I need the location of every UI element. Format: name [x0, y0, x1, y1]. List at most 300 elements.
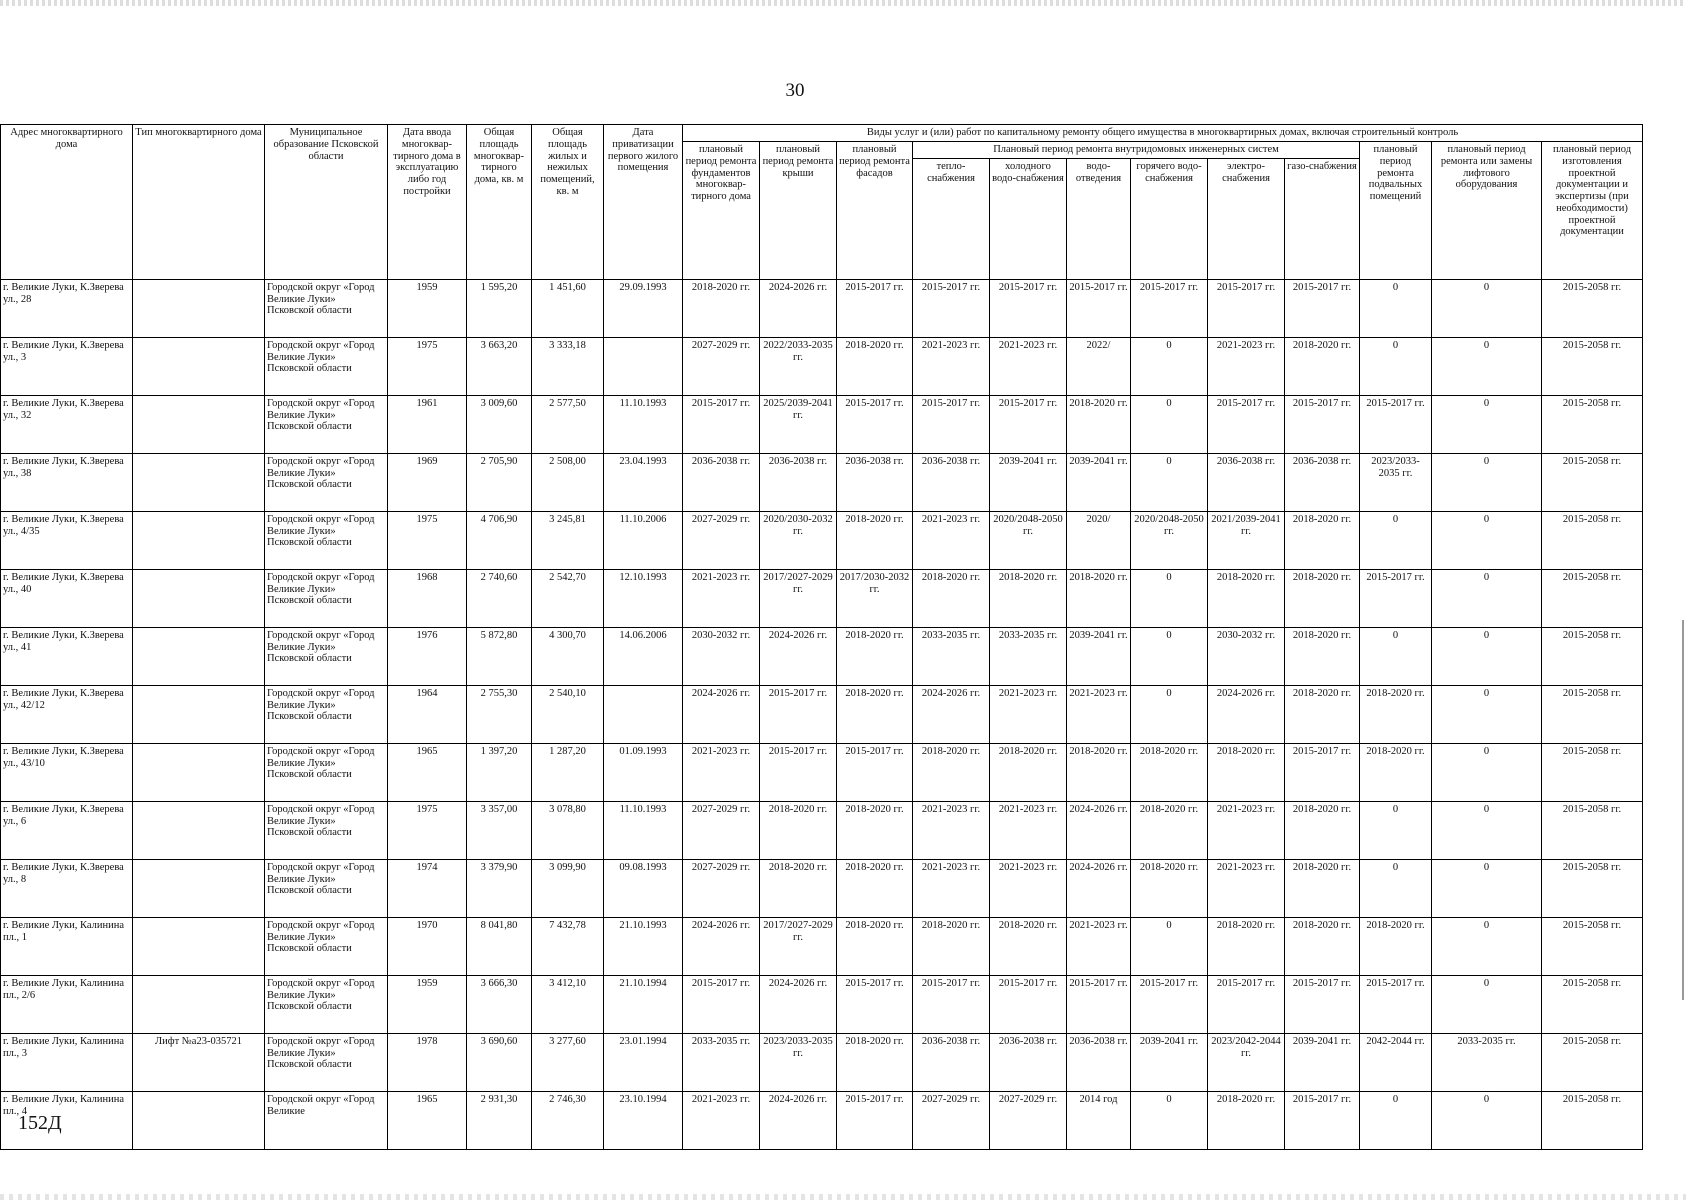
cell-municipality: Городской округ «Город Великие Луки» Псковской области	[265, 627, 388, 685]
header-systems-group: Плановый период ремонта внутридомовых инженерных систем	[913, 142, 1360, 159]
cell-address: г. Великие Луки, Калинина пл., 1	[1, 917, 133, 975]
cell-basement: 0	[1360, 859, 1432, 917]
cell-sewer: 2021-2023 гг.	[1067, 917, 1131, 975]
cell-year: 1959	[388, 279, 467, 337]
table-row	[1, 569, 1643, 627]
cell-heat: 2033-2035 гг.	[913, 627, 990, 685]
cell-living-area: 3 099,90	[532, 859, 604, 917]
cell-basement: 0	[1360, 801, 1432, 859]
cell-year: 1974	[388, 859, 467, 917]
cell-heat: 2021-2023 гг.	[913, 801, 990, 859]
cell-elevator: 0	[1432, 279, 1542, 337]
cell-gas: 2018-2020 гг.	[1285, 801, 1360, 859]
cell-design: 2015-2058 гг.	[1542, 337, 1643, 395]
cell-cold-water: 2015-2017 гг.	[990, 395, 1067, 453]
cell-living-area: 1 287,20	[532, 743, 604, 801]
cell-design: 2015-2058 гг.	[1542, 685, 1643, 743]
cell-basement: 0	[1360, 279, 1432, 337]
header-type: Тип многоквартирного дома	[133, 125, 265, 280]
cell-gas: 2018-2020 гг.	[1285, 627, 1360, 685]
cell-municipality: Городской округ «Город Великие Луки» Псковской области	[265, 511, 388, 569]
cell-total-area: 5 872,80	[467, 627, 532, 685]
cell-electric: 2018-2020 гг.	[1208, 917, 1285, 975]
cell-heat: 2018-2020 гг.	[913, 917, 990, 975]
cell-design: 2015-2058 гг.	[1542, 279, 1643, 337]
cell-facade: 2015-2017 гг.	[837, 1091, 913, 1149]
header-works-group: Виды услуг и (или) работ по капитальному ремонту общего имущества в многоквартирных домах, включая строительный контроль	[683, 125, 1643, 142]
header-hot-water: горячего водо-снабжения	[1131, 158, 1208, 279]
cell-roof: 2024-2026 гг.	[760, 975, 837, 1033]
cell-hot-water: 2039-2041 гг.	[1131, 1033, 1208, 1091]
header-cold-water: холодного водо-снабжения	[990, 158, 1067, 279]
cell-foundation: 2015-2017 гг.	[683, 975, 760, 1033]
cell-cold-water: 2015-2017 гг.	[990, 975, 1067, 1033]
header-electric: электро-снабжения	[1208, 158, 1285, 279]
header-foundation: плановый период ремонта фундаментов многоквар-тирного дома	[683, 142, 760, 280]
cell-address: г. Великие Луки, К.Зверева ул., 8	[1, 859, 133, 917]
table-row	[1, 859, 1643, 917]
cell-gas: 2018-2020 гг.	[1285, 859, 1360, 917]
cell-roof: 2015-2017 гг.	[760, 685, 837, 743]
cell-roof: 2024-2026 гг.	[760, 279, 837, 337]
cell-design: 2015-2058 гг.	[1542, 453, 1643, 511]
cell-facade: 2015-2017 гг.	[837, 395, 913, 453]
cell-roof: 2024-2026 гг.	[760, 1091, 837, 1149]
cell-type	[133, 279, 265, 337]
cell-basement: 2015-2017 гг.	[1360, 569, 1432, 627]
cell-address: г. Великие Луки, К.Зверева ул., 38	[1, 453, 133, 511]
cell-elevator: 0	[1432, 685, 1542, 743]
cell-facade: 2018-2020 гг.	[837, 685, 913, 743]
header-sewer: водо-отведения	[1067, 158, 1131, 279]
cell-year: 1975	[388, 801, 467, 859]
header-roof: плановый период ремонта крыши	[760, 142, 837, 280]
cell-cold-water: 2021-2023 гг.	[990, 859, 1067, 917]
cell-hot-water: 0	[1131, 337, 1208, 395]
cell-hot-water: 2015-2017 гг.	[1131, 279, 1208, 337]
table-row	[1, 743, 1643, 801]
cell-foundation: 2027-2029 гг.	[683, 859, 760, 917]
cell-privatization: 11.10.1993	[604, 801, 683, 859]
cell-cold-water: 2018-2020 гг.	[990, 569, 1067, 627]
cell-hot-water: 2018-2020 гг.	[1131, 743, 1208, 801]
cell-gas: 2015-2017 гг.	[1285, 395, 1360, 453]
cell-foundation: 2033-2035 гг.	[683, 1033, 760, 1091]
cell-elevator: 0	[1432, 743, 1542, 801]
cell-municipality: Городской округ «Город Великие Луки» Псковской области	[265, 743, 388, 801]
cell-elevator: 0	[1432, 801, 1542, 859]
cell-heat: 2021-2023 гг.	[913, 511, 990, 569]
cell-gas: 2015-2017 гг.	[1285, 1091, 1360, 1149]
cell-elevator: 0	[1432, 917, 1542, 975]
cell-cold-water: 2015-2017 гг.	[990, 279, 1067, 337]
cell-cold-water: 2033-2035 гг.	[990, 627, 1067, 685]
table-row	[1, 627, 1643, 685]
cell-foundation: 2027-2029 гг.	[683, 511, 760, 569]
cell-cold-water: 2018-2020 гг.	[990, 917, 1067, 975]
cell-privatization	[604, 337, 683, 395]
cell-cold-water: 2027-2029 гг.	[990, 1091, 1067, 1149]
cell-design: 2015-2058 гг.	[1542, 975, 1643, 1033]
cell-sewer: 2039-2041 гг.	[1067, 627, 1131, 685]
header-gas: газо-снабжения	[1285, 158, 1360, 279]
cell-living-area: 3 412,10	[532, 975, 604, 1033]
cell-municipality: Городской округ «Город Великие Луки» Псковской области	[265, 801, 388, 859]
cell-heat: 2015-2017 гг.	[913, 395, 990, 453]
cell-basement: 2015-2017 гг.	[1360, 975, 1432, 1033]
cell-type	[133, 511, 265, 569]
cell-design: 2015-2058 гг.	[1542, 627, 1643, 685]
cell-living-area: 2 746,30	[532, 1091, 604, 1149]
header-elevator: плановый период ремонта или замены лифтового оборудования	[1432, 142, 1542, 280]
cell-heat: 2015-2017 гг.	[913, 279, 990, 337]
cell-type	[133, 337, 265, 395]
cell-hot-water: 0	[1131, 395, 1208, 453]
cell-privatization: 12.10.1993	[604, 569, 683, 627]
header-living-area: Общая площадь жилых и нежилых помещений, кв. м	[532, 125, 604, 280]
cell-sewer: 2014 год	[1067, 1091, 1131, 1149]
cell-municipality: Городской округ «Город Великие Луки» Псковской области	[265, 975, 388, 1033]
cell-total-area: 2 740,60	[467, 569, 532, 627]
cell-design: 2015-2058 гг.	[1542, 801, 1643, 859]
cell-total-area: 3 009,60	[467, 395, 532, 453]
cell-sewer: 2039-2041 гг.	[1067, 453, 1131, 511]
cell-year: 1970	[388, 917, 467, 975]
cell-facade: 2018-2020 гг.	[837, 801, 913, 859]
cell-electric: 2030-2032 гг.	[1208, 627, 1285, 685]
cell-year: 1969	[388, 453, 467, 511]
cell-total-area: 2 755,30	[467, 685, 532, 743]
header-address: Адрес многоквартирного дома	[1, 125, 133, 280]
header-privatization-date: Дата приватизации первого жилого помещения	[604, 125, 683, 280]
cell-cold-water: 2018-2020 гг.	[990, 743, 1067, 801]
cell-living-area: 3 078,80	[532, 801, 604, 859]
scan-edge-bottom	[0, 1194, 1686, 1200]
table-row	[1, 1033, 1643, 1091]
cell-roof: 2015-2017 гг.	[760, 743, 837, 801]
cell-year: 1975	[388, 337, 467, 395]
cell-roof: 2023/2033-2035 гг.	[760, 1033, 837, 1091]
cell-basement: 0	[1360, 511, 1432, 569]
cell-design: 2015-2058 гг.	[1542, 917, 1643, 975]
scan-edge-top	[0, 0, 1686, 6]
cell-foundation: 2036-2038 гг.	[683, 453, 760, 511]
cell-roof: 2020/2030-2032 гг.	[760, 511, 837, 569]
cell-hot-water: 0	[1131, 1091, 1208, 1149]
cell-address: г. Великие Луки, К.Зверева ул., 41	[1, 627, 133, 685]
cell-heat: 2036-2038 гг.	[913, 453, 990, 511]
cell-facade: 2018-2020 гг.	[837, 511, 913, 569]
cell-privatization: 23.01.1994	[604, 1033, 683, 1091]
cell-electric: 2015-2017 гг.	[1208, 395, 1285, 453]
cell-basement: 2042-2044 гг.	[1360, 1033, 1432, 1091]
cell-privatization: 21.10.1994	[604, 975, 683, 1033]
cell-facade: 2018-2020 гг.	[837, 337, 913, 395]
cell-cold-water: 2036-2038 гг.	[990, 1033, 1067, 1091]
cell-gas: 2015-2017 гг.	[1285, 975, 1360, 1033]
cell-heat: 2027-2029 гг.	[913, 1091, 990, 1149]
cell-cold-water: 2020/2048-2050 гг.	[990, 511, 1067, 569]
table-row	[1, 917, 1643, 975]
cell-address: г. Великие Луки, Калинина пл., 4	[1, 1091, 133, 1149]
cell-heat: 2018-2020 гг.	[913, 743, 990, 801]
cell-design: 2015-2058 гг.	[1542, 511, 1643, 569]
cell-gas: 2015-2017 гг.	[1285, 743, 1360, 801]
cell-type	[133, 801, 265, 859]
cell-hot-water: 0	[1131, 627, 1208, 685]
cell-gas: 2036-2038 гг.	[1285, 453, 1360, 511]
header-design-docs: плановый период изготовления проектной документации и экспертизы (при необходимости) проектной документации	[1542, 142, 1643, 280]
cell-roof: 2025/2039-2041 гг.	[760, 395, 837, 453]
cell-foundation: 2018-2020 гг.	[683, 279, 760, 337]
cell-design: 2015-2058 гг.	[1542, 1091, 1643, 1149]
cell-privatization: 11.10.1993	[604, 395, 683, 453]
cell-sewer: 2015-2017 гг.	[1067, 975, 1131, 1033]
cell-design: 2015-2058 гг.	[1542, 743, 1643, 801]
cell-type	[133, 1091, 265, 1149]
cell-sewer: 2024-2026 гг.	[1067, 801, 1131, 859]
cell-elevator: 0	[1432, 337, 1542, 395]
cell-municipality: Городской округ «Город Великие	[265, 1091, 388, 1149]
cell-municipality: Городской округ «Город Великие Луки» Псковской области	[265, 337, 388, 395]
cell-facade: 2015-2017 гг.	[837, 279, 913, 337]
cell-elevator: 2033-2035 гг.	[1432, 1033, 1542, 1091]
table-body	[1, 279, 1643, 1149]
cell-basement: 0	[1360, 337, 1432, 395]
cell-elevator: 0	[1432, 627, 1542, 685]
cell-electric: 2021-2023 гг.	[1208, 801, 1285, 859]
table-row	[1, 975, 1643, 1033]
cell-total-area: 2 705,90	[467, 453, 532, 511]
cell-foundation: 2021-2023 гг.	[683, 743, 760, 801]
cell-address: г. Великие Луки, К.Зверева ул., 4/35	[1, 511, 133, 569]
cell-facade: 2017/2030-2032 гг.	[837, 569, 913, 627]
header-heat: тепло-снабжения	[913, 158, 990, 279]
cell-cold-water: 2039-2041 гг.	[990, 453, 1067, 511]
cell-electric: 2036-2038 гг.	[1208, 453, 1285, 511]
cell-basement: 2023/2033-2035 гг.	[1360, 453, 1432, 511]
cell-elevator: 0	[1432, 859, 1542, 917]
cell-design: 2015-2058 гг.	[1542, 859, 1643, 917]
cell-facade: 2018-2020 гг.	[837, 917, 913, 975]
cell-living-area: 7 432,78	[532, 917, 604, 975]
cell-electric: 2021-2023 гг.	[1208, 337, 1285, 395]
cell-hot-water: 0	[1131, 453, 1208, 511]
cell-hot-water: 0	[1131, 685, 1208, 743]
cell-year: 1965	[388, 743, 467, 801]
cell-electric: 2024-2026 гг.	[1208, 685, 1285, 743]
table-row	[1, 395, 1643, 453]
cell-sewer: 2018-2020 гг.	[1067, 395, 1131, 453]
cell-gas: 2018-2020 гг.	[1285, 337, 1360, 395]
scan-margin-mark	[1682, 620, 1684, 1000]
cell-privatization: 29.09.1993	[604, 279, 683, 337]
header-commission-year: Дата ввода многоквар-тирного дома в эксплуатацию либо год постройки	[388, 125, 467, 280]
cell-sewer: 2024-2026 гг.	[1067, 859, 1131, 917]
cell-gas: 2018-2020 гг.	[1285, 569, 1360, 627]
cell-total-area: 8 041,80	[467, 917, 532, 975]
cell-year: 1975	[388, 511, 467, 569]
cell-year: 1976	[388, 627, 467, 685]
cell-year: 1978	[388, 1033, 467, 1091]
cell-electric: 2015-2017 гг.	[1208, 975, 1285, 1033]
table-row	[1, 337, 1643, 395]
table-row	[1, 685, 1643, 743]
cell-electric: 2018-2020 гг.	[1208, 1091, 1285, 1149]
cell-municipality: Городской округ «Город Великие Луки» Псковской области	[265, 917, 388, 975]
cell-heat: 2021-2023 гг.	[913, 337, 990, 395]
header-facade: плановый период ремонта фасадов	[837, 142, 913, 280]
cell-address: г. Великие Луки, К.Зверева ул., 43/10	[1, 743, 133, 801]
cell-living-area: 3 333,18	[532, 337, 604, 395]
cell-living-area: 3 245,81	[532, 511, 604, 569]
cell-heat: 2021-2023 гг.	[913, 859, 990, 917]
cell-address: г. Великие Луки, К.Зверева ул., 42/12	[1, 685, 133, 743]
cell-type	[133, 453, 265, 511]
cell-living-area: 2 508,00	[532, 453, 604, 511]
cell-gas: 2015-2017 гг.	[1285, 279, 1360, 337]
cell-address: г. Великие Луки, К.Зверева ул., 40	[1, 569, 133, 627]
cell-gas: 2039-2041 гг.	[1285, 1033, 1360, 1091]
header-municipality: Муниципальное образование Псковской области	[265, 125, 388, 280]
cell-total-area: 3 663,20	[467, 337, 532, 395]
cell-living-area: 3 277,60	[532, 1033, 604, 1091]
cell-facade: 2015-2017 гг.	[837, 975, 913, 1033]
cell-sewer: 2018-2020 гг.	[1067, 569, 1131, 627]
cell-foundation: 2030-2032 гг.	[683, 627, 760, 685]
table-row	[1, 453, 1643, 511]
cell-living-area: 2 577,50	[532, 395, 604, 453]
cell-heat: 2015-2017 гг.	[913, 975, 990, 1033]
cell-total-area: 3 379,90	[467, 859, 532, 917]
cell-privatization: 14.06.2006	[604, 627, 683, 685]
cell-roof: 2018-2020 гг.	[760, 801, 837, 859]
cell-foundation: 2024-2026 гг.	[683, 917, 760, 975]
cell-year: 1961	[388, 395, 467, 453]
cell-privatization: 11.10.2006	[604, 511, 683, 569]
cell-type	[133, 975, 265, 1033]
cell-heat: 2018-2020 гг.	[913, 569, 990, 627]
cell-elevator: 0	[1432, 453, 1542, 511]
cell-address: г. Великие Луки, К.Зверева ул., 3	[1, 337, 133, 395]
cell-elevator: 0	[1432, 569, 1542, 627]
cell-elevator: 0	[1432, 511, 1542, 569]
cell-municipality: Городской округ «Город Великие Луки» Псковской области	[265, 1033, 388, 1091]
cell-elevator: 0	[1432, 395, 1542, 453]
cell-electric: 2018-2020 гг.	[1208, 743, 1285, 801]
header-total-area: Общая площадь многоквар-тирного дома, кв. м	[467, 125, 532, 280]
cell-design: 2015-2058 гг.	[1542, 1033, 1643, 1091]
cell-electric: 2021-2023 гг.	[1208, 859, 1285, 917]
cell-privatization: 23.10.1994	[604, 1091, 683, 1149]
cell-total-area: 2 931,30	[467, 1091, 532, 1149]
header-basement: плановый период ремонта подвальных помещений	[1360, 142, 1432, 280]
cell-type	[133, 627, 265, 685]
cell-gas: 2018-2020 гг.	[1285, 685, 1360, 743]
cell-facade: 2015-2017 гг.	[837, 743, 913, 801]
table-row	[1, 801, 1643, 859]
cell-roof: 2017/2027-2029 гг.	[760, 917, 837, 975]
cell-living-area: 4 300,70	[532, 627, 604, 685]
cell-basement: 0	[1360, 1091, 1432, 1149]
cell-basement: 0	[1360, 627, 1432, 685]
cell-foundation: 2024-2026 гг.	[683, 685, 760, 743]
cell-cold-water: 2021-2023 гг.	[990, 685, 1067, 743]
cell-year: 1965	[388, 1091, 467, 1149]
cell-total-area: 4 706,90	[467, 511, 532, 569]
table-row	[1, 511, 1643, 569]
cell-total-area: 1 595,20	[467, 279, 532, 337]
cell-elevator: 0	[1432, 1091, 1542, 1149]
cell-elevator: 0	[1432, 975, 1542, 1033]
cell-hot-water: 0	[1131, 917, 1208, 975]
cell-type	[133, 743, 265, 801]
cell-foundation: 2027-2029 гг.	[683, 801, 760, 859]
capital-repair-table	[0, 124, 1643, 1150]
cell-privatization: 23.04.1993	[604, 453, 683, 511]
cell-heat: 2036-2038 гг.	[913, 1033, 990, 1091]
cell-hot-water: 2018-2020 гг.	[1131, 801, 1208, 859]
cell-electric: 2018-2020 гг.	[1208, 569, 1285, 627]
cell-heat: 2024-2026 гг.	[913, 685, 990, 743]
cell-foundation: 2021-2023 гг.	[683, 1091, 760, 1149]
cell-address: г. Великие Луки, К.Зверева ул., 6	[1, 801, 133, 859]
cell-foundation: 2015-2017 гг.	[683, 395, 760, 453]
cell-municipality: Городской округ «Город Великие Луки» Псковской области	[265, 279, 388, 337]
cell-type: Лифт №а23-035721	[133, 1033, 265, 1091]
cell-privatization	[604, 685, 683, 743]
cell-living-area: 1 451,60	[532, 279, 604, 337]
cell-cold-water: 2021-2023 гг.	[990, 337, 1067, 395]
cell-sewer: 2022/	[1067, 337, 1131, 395]
footer-code: 152Д	[18, 1112, 62, 1134]
cell-address: г. Великие Луки, Калинина пл., 3	[1, 1033, 133, 1091]
cell-roof: 2022/2033-2035 гг.	[760, 337, 837, 395]
cell-privatization: 01.09.1993	[604, 743, 683, 801]
cell-hot-water: 2015-2017 гг.	[1131, 975, 1208, 1033]
cell-type	[133, 859, 265, 917]
cell-municipality: Городской округ «Город Великие Луки» Псковской области	[265, 453, 388, 511]
cell-electric: 2015-2017 гг.	[1208, 279, 1285, 337]
cell-total-area: 3 357,00	[467, 801, 532, 859]
cell-facade: 2018-2020 гг.	[837, 1033, 913, 1091]
cell-electric: 2021/2039-2041 гг.	[1208, 511, 1285, 569]
cell-gas: 2018-2020 гг.	[1285, 511, 1360, 569]
cell-basement: 2015-2017 гг.	[1360, 395, 1432, 453]
cell-address: г. Великие Луки, К.Зверева ул., 28	[1, 279, 133, 337]
cell-basement: 2018-2020 гг.	[1360, 917, 1432, 975]
cell-address: г. Великие Луки, К.Зверева ул., 32	[1, 395, 133, 453]
cell-gas: 2018-2020 гг.	[1285, 917, 1360, 975]
cell-foundation: 2021-2023 гг.	[683, 569, 760, 627]
cell-roof: 2017/2027-2029 гг.	[760, 569, 837, 627]
cell-facade: 2018-2020 гг.	[837, 627, 913, 685]
cell-design: 2015-2058 гг.	[1542, 569, 1643, 627]
cell-foundation: 2027-2029 гг.	[683, 337, 760, 395]
cell-municipality: Городской округ «Город Великие Луки» Псковской области	[265, 685, 388, 743]
cell-sewer: 2015-2017 гг.	[1067, 279, 1131, 337]
page-number: 30	[785, 80, 805, 101]
cell-type	[133, 917, 265, 975]
cell-living-area: 2 542,70	[532, 569, 604, 627]
cell-type	[133, 685, 265, 743]
cell-electric: 2023/2042-2044 гг.	[1208, 1033, 1285, 1091]
cell-sewer: 2020/	[1067, 511, 1131, 569]
cell-type	[133, 569, 265, 627]
cell-address: г. Великие Луки, Калинина пл., 2/6	[1, 975, 133, 1033]
cell-year: 1964	[388, 685, 467, 743]
cell-total-area: 3 666,30	[467, 975, 532, 1033]
